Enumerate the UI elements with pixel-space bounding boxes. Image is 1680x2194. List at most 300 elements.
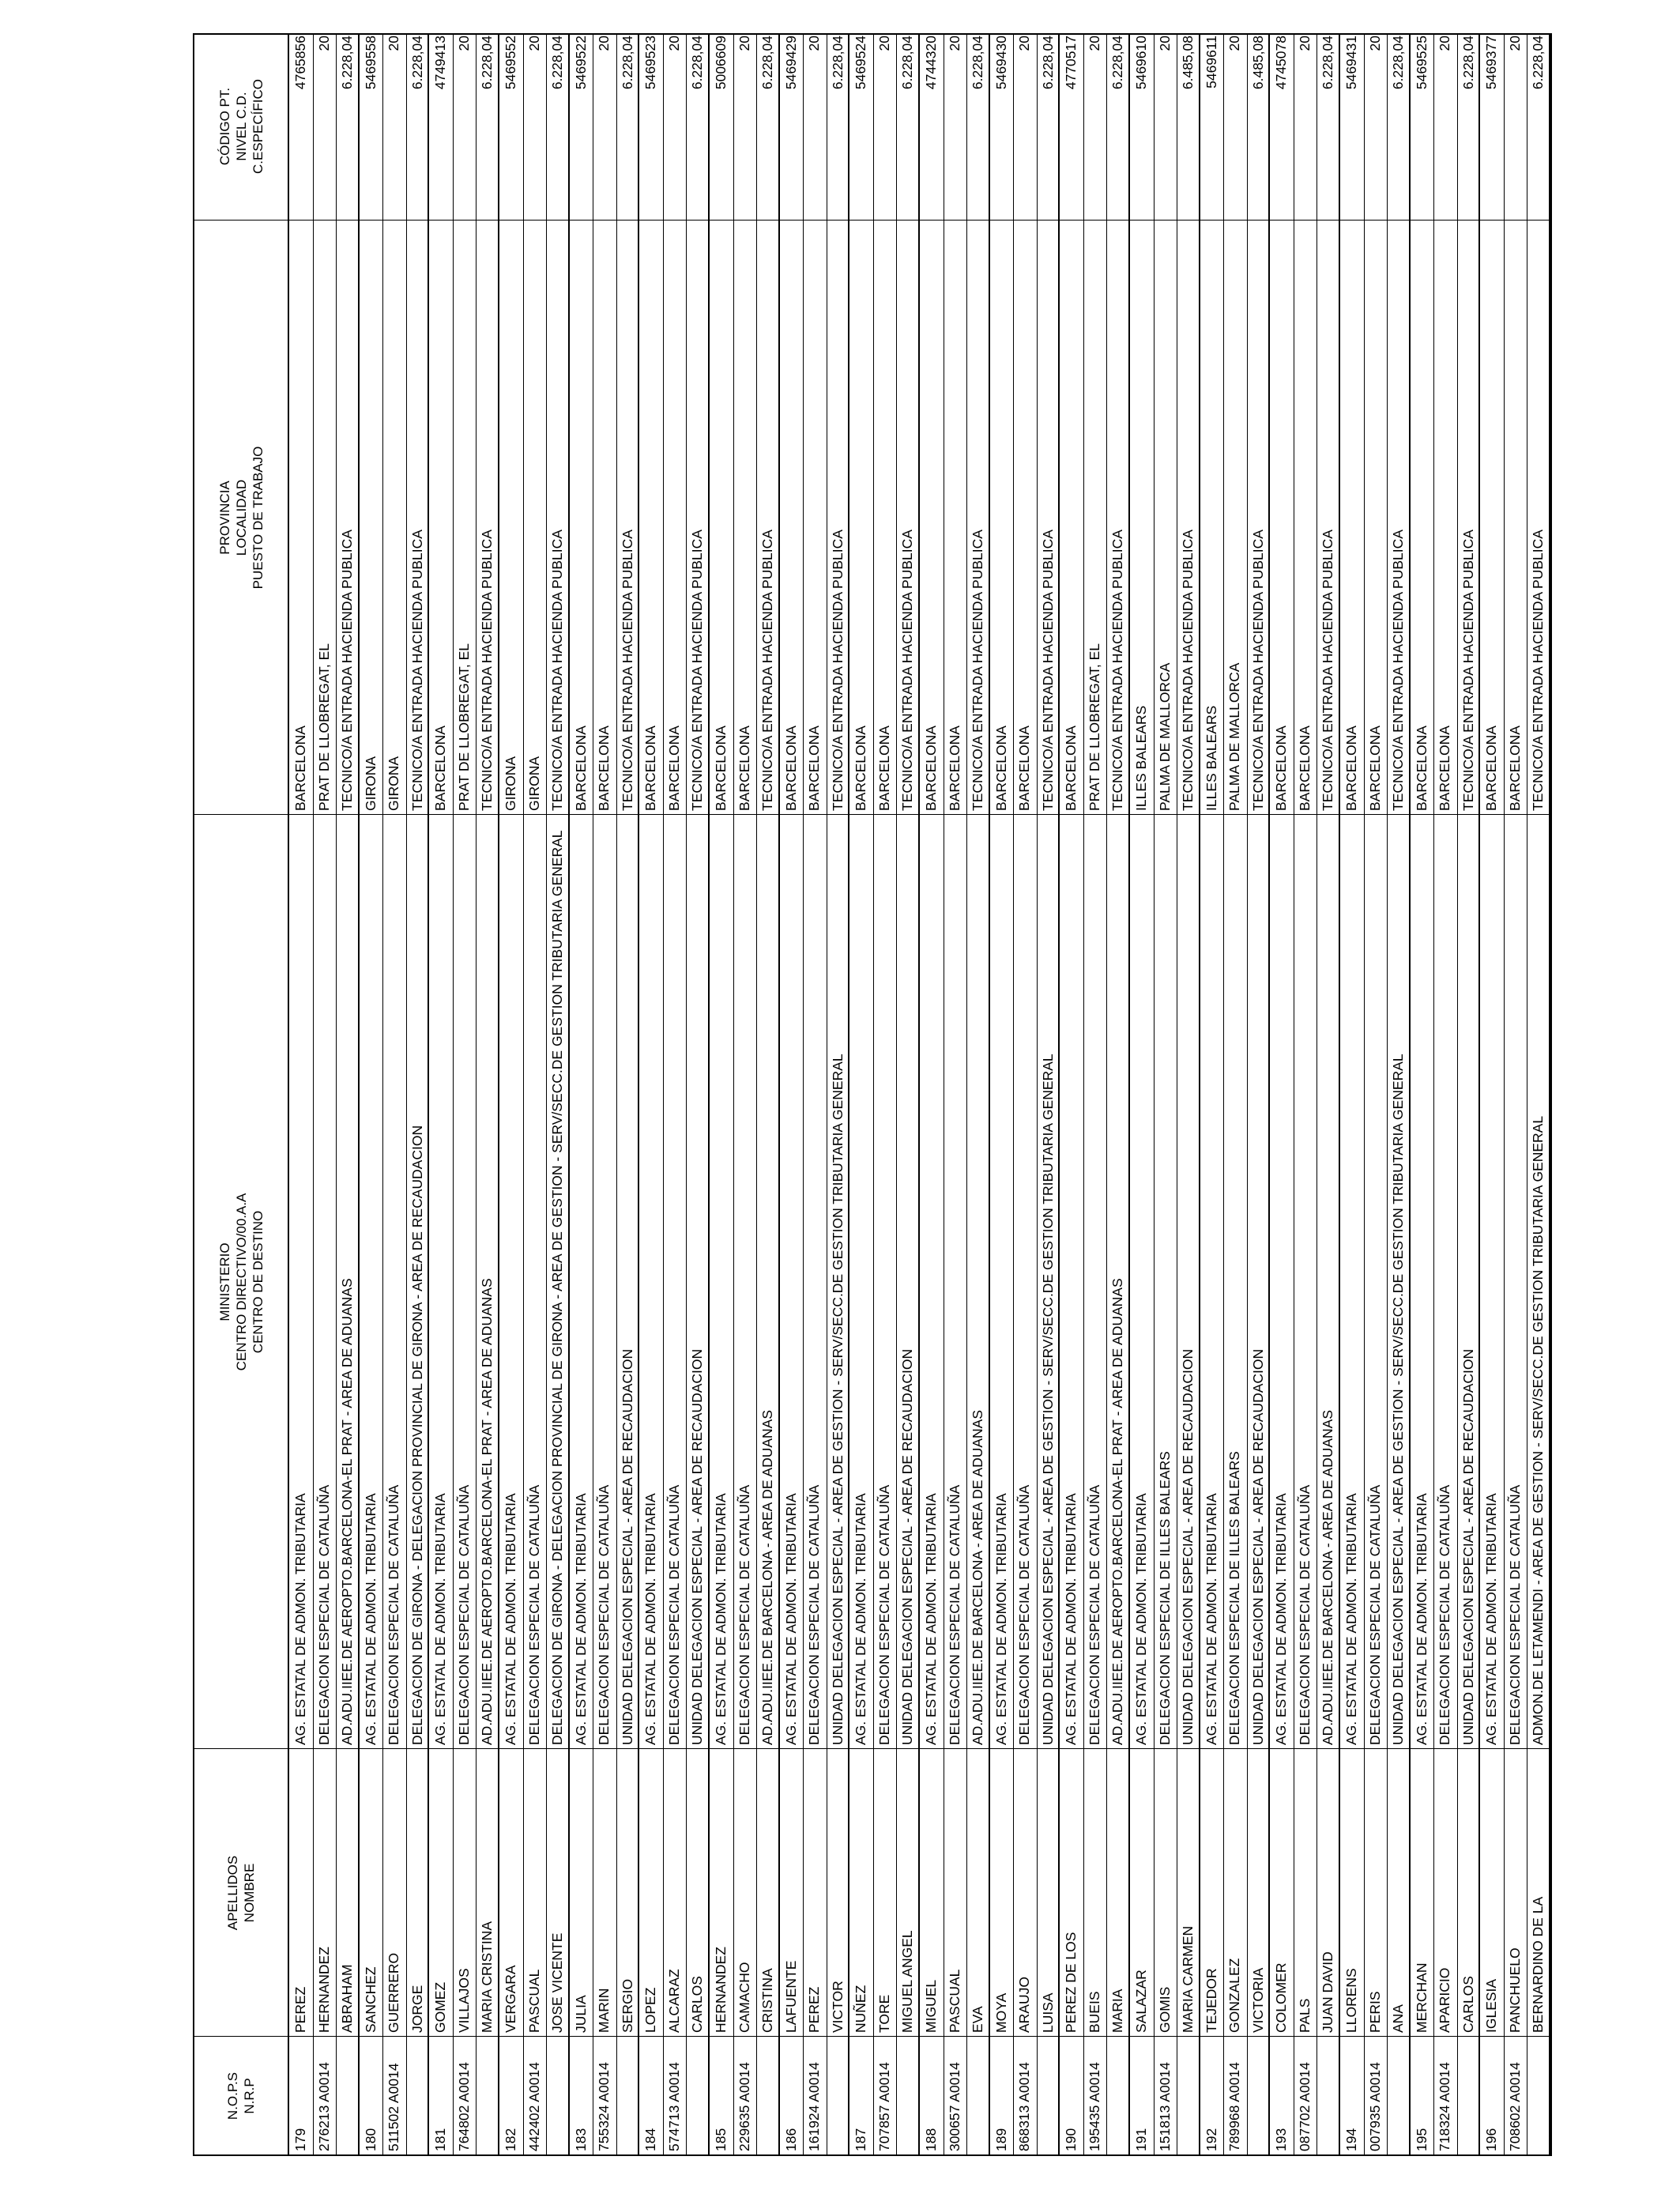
cell-apellido1: NUÑEZ	[853, 1985, 869, 2033]
table-row	[780, 35, 850, 2154]
cell-centro-directivo: DELEGACION ESPECIAL DE CATALUÑA	[315, 1484, 332, 1745]
cell-provincia: GIRONA	[362, 756, 379, 811]
cell-provincia: BARCELONA	[782, 726, 799, 811]
cell-localidad: BARCELONA	[876, 726, 892, 811]
header-provincia-line1: PROVINCIA	[217, 481, 232, 555]
cell-provincia: BARCELONA	[993, 726, 1009, 811]
cell-centro-destino: DELEGACION DE GIRONA - DELEGACION PROVINCIAL DE GIRONA - AREA DE GESTION - SERV/SECC.DE GESTION TRIBUTARIA GENERAL	[549, 830, 566, 1745]
cell-nrp: 708602 A0014	[1506, 2062, 1523, 2151]
header-codigo-line1: CÓDIGO PT.	[217, 87, 232, 166]
row-line	[499, 35, 524, 2154]
cell-especifico: 6.228,04	[549, 36, 566, 90]
cell-nivel: 20	[596, 36, 612, 51]
row-line	[313, 35, 337, 2154]
cell-localidad: BARCELONA	[1437, 726, 1453, 811]
cell-especifico: 6.485,08	[1180, 36, 1196, 90]
cell-codigo: 5006609	[713, 36, 729, 90]
cell-especifico: 6.228,04	[759, 36, 776, 90]
cell-provincia: BARCELONA	[572, 726, 589, 811]
cell-apellido2: GUERRERO	[386, 1952, 402, 2033]
cell-nivel: 20	[806, 36, 823, 51]
header-codigo	[194, 33, 288, 220]
cell-apellido2: PANCHUELO	[1506, 1947, 1523, 2033]
cell-localidad: BARCELONA	[806, 726, 823, 811]
cell-codigo: 4749413	[432, 36, 449, 90]
cell-ministerio: AG. ESTATAL DE ADMON. TRIBUTARIA	[1343, 1493, 1359, 1745]
header-provincia-line3: PUESTO DE TRABAJO	[250, 446, 266, 590]
row-line	[1457, 35, 1481, 2154]
row-line	[382, 35, 407, 2154]
table-row	[1270, 35, 1340, 2154]
cell-apellido2: TORE	[876, 1994, 892, 2033]
cell-apellido2: PASCUAL	[525, 1969, 542, 2033]
cell-puesto: TECNICO/A ENTRADA HACIENDA PUBLICA	[1390, 530, 1407, 811]
cell-codigo: 5469524	[853, 36, 869, 90]
cell-nrp: 229635 A0014	[736, 2062, 752, 2151]
row-line	[406, 35, 430, 2154]
cell-nombre: JUAN DAVID	[1320, 1951, 1336, 2033]
cell-apellido2: CAMACHO	[736, 1962, 752, 2033]
table-row	[1480, 35, 1550, 2154]
cell-especifico: 6.228,04	[829, 36, 846, 90]
table-row	[1060, 35, 1130, 2154]
cell-nombre: VICTORIA	[1249, 1967, 1266, 2033]
cell-puesto: TECNICO/A ENTRADA HACIENDA PUBLICA	[1249, 530, 1266, 811]
cell-nrp: 868313 A0014	[1016, 2062, 1033, 2151]
cell-provincia: BARCELONA	[292, 726, 308, 811]
cell-codigo: 4744320	[923, 36, 939, 90]
cell-nrp: 276213 A0014	[315, 2062, 332, 2151]
cell-provincia: BARCELONA	[853, 726, 869, 811]
cell-apellido2: ALCARAZ	[665, 1969, 682, 2033]
cell-nrp: 442402 A0014	[525, 2062, 542, 2151]
row-line	[710, 35, 734, 2154]
cell-provincia: BARCELONA	[1273, 726, 1290, 811]
cell-ministerio: AG. ESTATAL DE ADMON. TRIBUTARIA	[362, 1493, 379, 1745]
cell-apellido2: APARICIO	[1437, 1967, 1453, 2033]
header-apellidos	[194, 1750, 288, 2036]
cell-centro-directivo: DELEGACION ESPECIAL DE CATALUÑA	[1016, 1484, 1033, 1745]
row-line	[733, 35, 758, 2154]
cell-centro-destino: AD.ADU.IIEE.DE AEROPTO.BARCELONA-EL PRAT - AREA DE ADUANAS	[339, 1278, 356, 1745]
cell-nivel: 20	[315, 36, 332, 51]
cell-apellido2: PASCUAL	[946, 1969, 962, 2033]
header-apellidos-line2: NOMBRE	[242, 1863, 257, 1923]
cell-nrp: 007935 A0014	[1366, 2062, 1383, 2151]
cell-puesto: TECNICO/A ENTRADA HACIENDA PUBLICA	[409, 530, 425, 811]
cell-puesto: TECNICO/A ENTRADA HACIENDA PUBLICA	[1180, 530, 1196, 811]
cell-especifico: 6.228,04	[1039, 36, 1056, 90]
cell-localidad: BARCELONA	[736, 726, 752, 811]
cell-puesto: TECNICO/A ENTRADA HACIENDA PUBLICA	[829, 530, 846, 811]
cell-nivel: 20	[1156, 36, 1173, 51]
row-line	[1527, 35, 1550, 2154]
cell-centro-destino: UNIDAD DELEGACION ESPECIAL - AREA DE GESTION - SERV/SECC.DE GESTION TRIBUTARIA GENERAL	[829, 1054, 846, 1745]
cell-ministerio: AG. ESTATAL DE ADMON. TRIBUTARIA	[292, 1493, 308, 1745]
table-row	[920, 35, 990, 2154]
cell-nombre: SERGIO	[619, 1978, 635, 2033]
cell-ministerio: AG. ESTATAL DE ADMON. TRIBUTARIA	[1133, 1493, 1149, 1745]
cell-nivel: 20	[1296, 36, 1313, 51]
cell-nops: 181	[432, 2128, 449, 2151]
cell-provincia: BARCELONA	[713, 726, 729, 811]
cell-apellido1: TEJEDOR	[1203, 1968, 1219, 2033]
cell-localidad: PRAT DE LLOBREGAT, EL	[315, 643, 332, 811]
cell-ministerio: AG. ESTATAL DE ADMON. TRIBUTARIA	[713, 1493, 729, 1745]
table-row	[570, 35, 640, 2154]
cell-centro-directivo: DELEGACION ESPECIAL DE CATALUÑA	[386, 1484, 402, 1745]
cell-nops: 180	[362, 2128, 379, 2151]
row-line	[1433, 35, 1458, 2154]
cell-ministerio: AG. ESTATAL DE ADMON. TRIBUTARIA	[1413, 1493, 1430, 1745]
cell-centro-directivo: DELEGACION ESPECIAL DE CATALUÑA	[525, 1484, 542, 1745]
cell-puesto: TECNICO/A ENTRADA HACIENDA PUBLICA	[759, 530, 776, 811]
cell-nivel: 20	[876, 36, 892, 51]
header-apellidos-line1: APELLIDOS	[225, 1855, 240, 1931]
cell-nrp: 764802 A0014	[455, 2062, 472, 2151]
cell-apellido1: LLORENS	[1343, 1968, 1359, 2033]
cell-nivel: 20	[946, 36, 962, 51]
cell-especifico: 6.228,04	[1530, 36, 1546, 90]
cell-localidad: BARCELONA	[1506, 726, 1523, 811]
cell-nops: 194	[1343, 2128, 1359, 2151]
cell-centro-destino: AD.ADU.IIEE.DE BARCELONA - AREA DE ADUANAS	[759, 1409, 776, 1745]
row-line	[803, 35, 827, 2154]
cell-apellido1: VERGARA	[503, 1965, 518, 2033]
cell-provincia: BARCELONA	[1063, 726, 1079, 811]
cell-localidad: PALMA DE MALLORCA	[1156, 662, 1173, 811]
cell-nops: 186	[782, 2128, 799, 2151]
cell-nops: 191	[1133, 2128, 1149, 2151]
row-line	[360, 35, 384, 2154]
cell-centro-directivo: DELEGACION ESPECIAL DE CATALUÑA	[1086, 1484, 1102, 1745]
row-line	[429, 35, 454, 2154]
cell-apellido1: MERCHAN	[1413, 1962, 1430, 2033]
row-line	[1294, 35, 1318, 2154]
cell-localidad: BARCELONA	[596, 726, 612, 811]
cell-nops: 182	[503, 2128, 518, 2151]
header-nops-line1: N.O.P.S	[225, 2071, 240, 2120]
row-line	[849, 35, 874, 2154]
row-line	[756, 35, 780, 2154]
cell-especifico: 6.228,04	[1390, 36, 1407, 90]
cell-codigo: 5469429	[782, 36, 799, 90]
cell-codigo: 5469525	[1413, 36, 1430, 90]
cell-ministerio: AG. ESTATAL DE ADMON. TRIBUTARIA	[1483, 1493, 1500, 1745]
cell-puesto: TECNICO/A ENTRADA HACIENDA PUBLICA	[899, 530, 916, 811]
cell-apellido1: PEREZ DE LOS	[1063, 1932, 1079, 2033]
cell-localidad: BARCELONA	[1366, 726, 1383, 811]
cell-codigo: 5469552	[503, 36, 518, 90]
cell-puesto: TECNICO/A ENTRADA HACIENDA PUBLICA	[1109, 530, 1126, 811]
cell-puesto: TECNICO/A ENTRADA HACIENDA PUBLICA	[549, 530, 566, 811]
cell-nombre: EVA	[970, 2006, 986, 2033]
table-row	[429, 35, 499, 2154]
cell-ministerio: AG. ESTATAL DE ADMON. TRIBUTARIA	[503, 1493, 518, 1745]
cell-nivel: 20	[1366, 36, 1383, 51]
cell-nops: 185	[713, 2128, 729, 2151]
cell-codigo: 5469430	[993, 36, 1009, 90]
cell-localidad: PRAT DE LLOBREGAT, EL	[455, 643, 472, 811]
cell-codigo: 5469522	[572, 36, 589, 90]
cell-especifico: 6.228,04	[479, 36, 495, 90]
row-line	[1247, 35, 1271, 2154]
row-line	[663, 35, 687, 2154]
cell-centro-directivo: DELEGACION ESPECIAL DE ILLES BALEARS	[1226, 1451, 1243, 1745]
cell-nivel: 20	[665, 36, 682, 51]
cell-nrp: 707857 A0014	[876, 2062, 892, 2151]
cell-centro-directivo: DELEGACION ESPECIAL DE CATALUÑA	[1506, 1484, 1523, 1745]
cell-centro-destino: ADMON.DE LETAMENDI - AREA DE GESTION - SERV/SECC.DE GESTION TRIBUTARIA GENERAL	[1530, 1115, 1546, 1745]
cell-puesto: TECNICO/A ENTRADA HACIENDA PUBLICA	[619, 530, 635, 811]
cell-ministerio: AG. ESTATAL DE ADMON. TRIBUTARIA	[1063, 1493, 1079, 1745]
cell-nivel: 20	[1437, 36, 1453, 51]
cell-nombre: LUISA	[1039, 1992, 1056, 2033]
cell-especifico: 6.228,04	[1460, 36, 1476, 90]
header-nops-line2: N.R.P	[242, 2078, 257, 2114]
cell-centro-destino: AD.ADU.IIEE.DE BARCELONA - AREA DE ADUANAS	[1320, 1409, 1336, 1745]
cell-especifico: 6.228,04	[899, 36, 916, 90]
cell-nops: 193	[1273, 2128, 1290, 2151]
row-line	[1106, 35, 1130, 2154]
cell-codigo: 4765856	[292, 36, 308, 90]
header-ministerio-line3: CENTRO DE DESTINO	[250, 1210, 266, 1354]
cell-provincia: BARCELONA	[923, 726, 939, 811]
row-line	[546, 35, 570, 2154]
row-line	[639, 35, 664, 2154]
row-line	[1177, 35, 1200, 2154]
cell-apellido1: GOMEZ	[432, 1981, 449, 2033]
row-line	[1317, 35, 1340, 2154]
cell-especifico: 6.228,04	[339, 36, 356, 90]
cell-apellido1: IGLESIA	[1483, 1978, 1500, 2033]
cell-nivel: 20	[455, 36, 472, 51]
row-line	[1504, 35, 1528, 2154]
cell-centro-destino: UNIDAD DELEGACION ESPECIAL - AREA DE RECAUDACION	[1180, 1348, 1196, 1745]
cell-apellido2: PERIS	[1366, 1991, 1383, 2033]
cell-localidad: GIRONA	[525, 756, 542, 811]
cell-ministerio: AG. ESTATAL DE ADMON. TRIBUTARIA	[642, 1493, 659, 1745]
cell-ministerio: AG. ESTATAL DE ADMON. TRIBUTARIA	[993, 1493, 1009, 1745]
cell-centro-destino: UNIDAD DELEGACION ESPECIAL - AREA DE GESTION - SERV/SECC.DE GESTION TRIBUTARIA GENERAL	[1039, 1054, 1056, 1745]
cell-nombre: MARIA	[1109, 1989, 1126, 2033]
row-line	[1200, 35, 1225, 2154]
cell-apellido2: HERNANDEZ	[315, 1947, 332, 2033]
cell-ministerio: AG. ESTATAL DE ADMON. TRIBUTARIA	[1273, 1493, 1290, 1745]
cell-apellido1: MIGUEL	[923, 1979, 939, 2033]
cell-provincia: BARCELONA	[1413, 726, 1430, 811]
cell-nivel: 20	[1086, 36, 1102, 51]
cell-centro-destino: AD.ADU.IIEE.DE AEROPTO.BARCELONA-EL PRAT - AREA DE ADUANAS	[1109, 1278, 1126, 1745]
row-line	[966, 35, 990, 2154]
cell-centro-directivo: DELEGACION ESPECIAL DE ILLES BALEARS	[1156, 1451, 1173, 1745]
table-row	[499, 35, 570, 2154]
cell-apellido2: PALS	[1296, 1998, 1313, 2033]
table-row	[1130, 35, 1200, 2154]
table-row	[1200, 35, 1271, 2154]
table-row	[849, 35, 920, 2154]
cell-puesto: TECNICO/A ENTRADA HACIENDA PUBLICA	[1530, 530, 1546, 811]
cell-nops: 184	[642, 2128, 659, 2151]
cell-nombre: CARLOS	[1460, 1976, 1476, 2033]
cell-apellido1: SANCHEZ	[362, 1966, 379, 2033]
cell-apellido2: GONZALEZ	[1226, 1958, 1243, 2033]
cell-nombre: MARIA CRISTINA	[479, 1921, 495, 2033]
cell-localidad: GIRONA	[386, 756, 402, 811]
row-line	[896, 35, 920, 2154]
table-body	[289, 35, 1550, 2154]
cell-ministerio: AG. ESTATAL DE ADMON. TRIBUTARIA	[853, 1493, 869, 1745]
cell-nops: 190	[1063, 2128, 1079, 2151]
cell-codigo: 5469610	[1133, 36, 1149, 90]
cell-ministerio: AG. ESTATAL DE ADMON. TRIBUTARIA	[572, 1493, 589, 1745]
cell-centro-destino: DELEGACION DE GIRONA - DELEGACION PROVINCIAL DE GIRONA - AREA DE RECAUDACION	[409, 1125, 425, 1745]
cell-nombre: BERNARDINO DE LA	[1530, 1896, 1546, 2033]
cell-centro-destino: AD.ADU.IIEE.DE BARCELONA - AREA DE ADUANAS	[970, 1409, 986, 1745]
cell-nombre: JOSE VICENTE	[549, 1932, 566, 2033]
cell-puesto: TECNICO/A ENTRADA HACIENDA PUBLICA	[970, 530, 986, 811]
cell-centro-directivo: DELEGACION ESPECIAL DE CATALUÑA	[455, 1484, 472, 1745]
cell-nombre: MARIA CARMEN	[1180, 1925, 1196, 2033]
cell-nombre: CRISTINA	[759, 1968, 776, 2033]
row-line	[616, 35, 640, 2154]
row-line	[990, 35, 1015, 2154]
row-line	[1154, 35, 1178, 2154]
cell-nrp: 151813 A0014	[1156, 2062, 1173, 2151]
cell-centro-destino: UNIDAD DELEGACION ESPECIAL - AREA DE RECAUDACION	[689, 1348, 706, 1745]
cell-nivel: 20	[1016, 36, 1033, 51]
cell-puesto: TECNICO/A ENTRADA HACIENDA PUBLICA	[1320, 530, 1336, 811]
header-codigo-line2: NIVEL C.D.	[233, 92, 249, 161]
cell-provincia: ILLES BALEARS	[1203, 705, 1219, 811]
table-row	[1411, 35, 1481, 2154]
cell-apellido2: BUEIS	[1086, 1991, 1102, 2033]
cell-apellido2: PEREZ	[806, 1986, 823, 2033]
cell-nops: 189	[993, 2128, 1009, 2151]
cell-nops: 195	[1413, 2128, 1430, 2151]
cell-nops: 192	[1203, 2128, 1219, 2151]
cell-centro-directivo: DELEGACION ESPECIAL DE CATALUÑA	[736, 1484, 752, 1745]
row-line	[1083, 35, 1108, 2154]
cell-especifico: 6.228,04	[689, 36, 706, 90]
table-row	[289, 35, 360, 2154]
cell-centro-directivo: DELEGACION ESPECIAL DE CATALUÑA	[665, 1484, 682, 1745]
cell-especifico: 6.228,04	[619, 36, 635, 90]
row-line	[1060, 35, 1084, 2154]
cell-localidad: PALMA DE MALLORCA	[1226, 662, 1243, 811]
cell-nrp: 789968 A0014	[1226, 2062, 1243, 2151]
row-line	[1270, 35, 1294, 2154]
header-nops	[194, 2038, 288, 2154]
cell-puesto: TECNICO/A ENTRADA HACIENDA PUBLICA	[339, 530, 356, 811]
row-line	[944, 35, 968, 2154]
cell-ministerio: AG. ESTATAL DE ADMON. TRIBUTARIA	[923, 1493, 939, 1745]
cell-centro-directivo: DELEGACION ESPECIAL DE CATALUÑA	[1437, 1484, 1453, 1745]
cell-nrp: 511502 A0014	[386, 2063, 402, 2151]
cell-codigo: 5469431	[1343, 36, 1359, 90]
row-line	[1364, 35, 1388, 2154]
cell-provincia: BARCELONA	[432, 726, 449, 811]
cell-ministerio: AG. ESTATAL DE ADMON. TRIBUTARIA	[1203, 1493, 1219, 1745]
cell-apellido2: VILLAJOS	[455, 1968, 472, 2033]
header-codigo-line3: C.ESPECÍFICO	[250, 79, 266, 174]
cell-localidad: PRAT DE LLOBREGAT, EL	[1086, 643, 1102, 811]
cell-ministerio: AG. ESTATAL DE ADMON. TRIBUTARIA	[432, 1493, 449, 1745]
cell-nrp: 300657 A0014	[946, 2062, 962, 2151]
cell-nrp: 161924 A0014	[806, 2062, 823, 2151]
cell-nivel: 20	[386, 36, 402, 51]
cell-centro-destino: UNIDAD DELEGACION ESPECIAL - AREA DE RECAUDACION	[1460, 1348, 1476, 1745]
cell-apellido1: HERNANDEZ	[713, 1947, 729, 2033]
personnel-table	[193, 33, 1552, 2156]
cell-centro-destino: UNIDAD DELEGACION ESPECIAL - AREA DE RECAUDACION	[899, 1348, 916, 1745]
header-ministerio-line2: CENTRO DIRECTIVO/00.A.A	[233, 1193, 249, 1371]
cell-provincia: BARCELONA	[642, 726, 659, 811]
header-provincia-line2: LOCALIDAD	[233, 479, 249, 556]
cell-centro-directivo: DELEGACION ESPECIAL DE CATALUÑA	[1296, 1484, 1313, 1745]
cell-provincia: ILLES BALEARS	[1133, 705, 1149, 811]
cell-nivel: 20	[1226, 36, 1243, 51]
cell-apellido1: LOPEZ	[642, 1987, 659, 2033]
header-provincia	[194, 221, 288, 814]
cell-apellido2: MARIN	[596, 1988, 612, 2033]
cell-centro-directivo: DELEGACION ESPECIAL DE CATALUÑA	[876, 1484, 892, 1745]
cell-centro-destino: UNIDAD DELEGACION ESPECIAL - AREA DE RECAUDACION	[619, 1348, 635, 1745]
row-line	[780, 35, 804, 2154]
cell-nops: 187	[853, 2128, 869, 2151]
cell-localidad: BARCELONA	[1296, 726, 1313, 811]
cell-apellido1: LAFUENTE	[782, 1960, 799, 2033]
cell-nrp: 574713 A0014	[665, 2062, 682, 2151]
cell-puesto: TECNICO/A ENTRADA HACIENDA PUBLICA	[479, 530, 495, 811]
table-row	[710, 35, 780, 2154]
row-line	[523, 35, 548, 2154]
row-line	[593, 35, 617, 2154]
cell-codigo: 4770517	[1063, 36, 1079, 90]
row-line	[827, 35, 850, 2154]
cell-especifico: 6.485,08	[1249, 36, 1266, 90]
cell-apellido1: MOYA	[993, 1992, 1009, 2033]
row-line	[1223, 35, 1248, 2154]
cell-nrp: 087702 A0014	[1296, 2062, 1313, 2151]
cell-nivel: 20	[525, 36, 542, 51]
row-line	[1340, 35, 1365, 2154]
cell-centro-directivo: DELEGACION ESPECIAL DE CATALUÑA	[596, 1484, 612, 1745]
cell-nombre: ANA	[1390, 2004, 1407, 2033]
cell-nombre: ABRAHAM	[339, 1964, 356, 2033]
cell-nops: 188	[923, 2128, 939, 2151]
row-line	[1411, 35, 1435, 2154]
cell-apellido2: ARAUJO	[1016, 1977, 1033, 2033]
cell-nombre: MIGUEL ANGEL	[899, 1930, 916, 2033]
cell-codigo: 5469523	[642, 36, 659, 90]
table-row	[639, 35, 710, 2154]
cell-localidad: BARCELONA	[946, 726, 962, 811]
header-ministerio	[194, 816, 288, 1748]
row-line	[1387, 35, 1411, 2154]
cell-puesto: TECNICO/A ENTRADA HACIENDA PUBLICA	[1460, 530, 1476, 811]
cell-especifico: 6.228,04	[1320, 36, 1336, 90]
cell-nrp: 718324 A0014	[1437, 2062, 1453, 2151]
cell-codigo: 4745078	[1273, 36, 1290, 90]
cell-puesto: TECNICO/A ENTRADA HACIENDA PUBLICA	[1039, 530, 1056, 811]
cell-apellido1: JULIA	[572, 1995, 589, 2033]
cell-especifico: 6.228,04	[1109, 36, 1126, 90]
cell-codigo: 5469611	[1203, 36, 1219, 89]
table-row	[360, 35, 430, 2154]
cell-nivel: 20	[1506, 36, 1523, 51]
cell-codigo: 5469377	[1483, 36, 1500, 90]
